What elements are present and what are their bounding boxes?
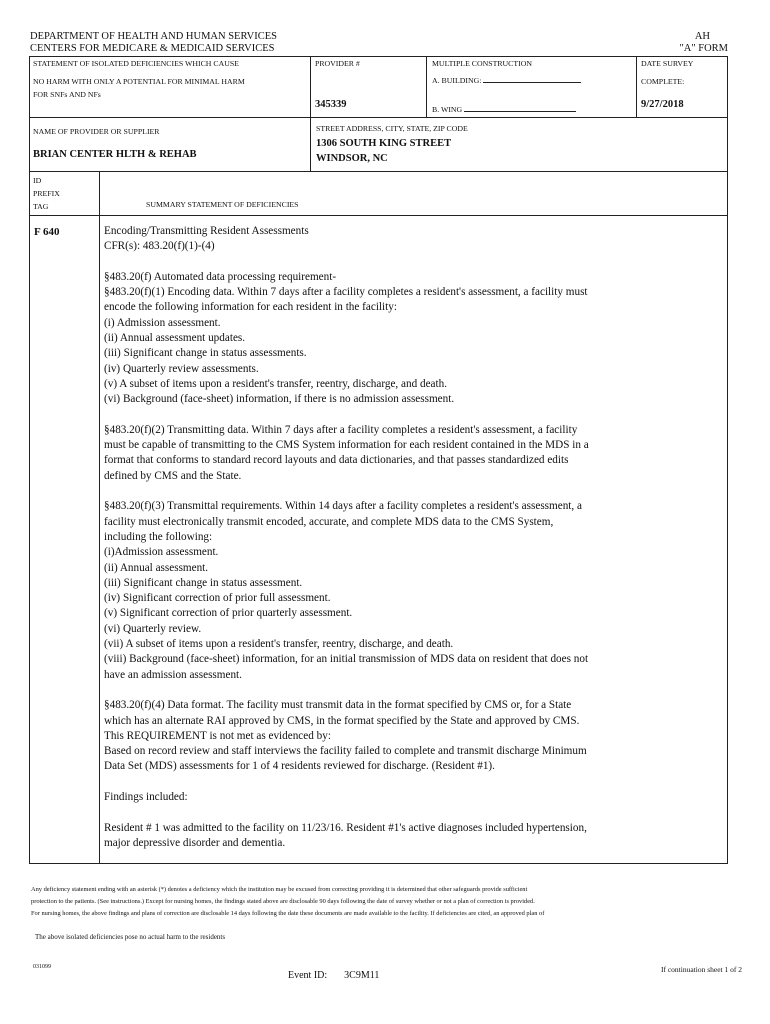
deficiency-line: (ii) Annual assessment updates. [104, 332, 246, 345]
deficiency-line: Based on record review and staff interviews the facility failed to complete and transmit discharge Minimum [104, 745, 587, 758]
deficiency-line: encode the following information for each resident in the facility: [104, 301, 397, 314]
box-divider [29, 117, 728, 118]
paragraph-gap [104, 805, 589, 820]
deficiency-line: (vi) Quarterly review. [104, 622, 202, 635]
deficiency-line: (vi) Background (face-sheet) information, if there is no admission assessment. [104, 393, 455, 406]
left-border [29, 56, 30, 864]
deficiency-line: (viii) Background (face-sheet) information, for an initial transmission of MDS data on resident that does not [104, 653, 589, 666]
deficiency-line: (v) A subset of items upon a resident's transfer, reentry, discharge, and death. [104, 377, 447, 390]
deficiency-line: §483.20(f)(3) Transmittal requirements. Within 14 days after a facility completes a resident's assessment, a [104, 500, 582, 513]
multiple-construction-label: MULTIPLE CONSTRUCTION [432, 59, 532, 68]
deficiency-line: This REQUIREMENT is not met as evidenced by: [104, 729, 331, 742]
deficiency-line: including the following: [104, 530, 213, 543]
no-harm-label: NO HARM WITH ONLY A POTENTIAL FOR MINIMAL HARM [33, 77, 245, 86]
tag-label: TAG [33, 202, 49, 211]
paragraph-gap [104, 683, 589, 698]
address-street: 1306 SOUTH KING STREET [316, 138, 452, 149]
wing-label: B. WING [432, 105, 463, 114]
building-field [432, 74, 581, 85]
table-header-divider [29, 215, 728, 216]
deficiency-line: Encoding/Transmitting Resident Assessments [104, 225, 309, 237]
building-blank [483, 74, 581, 83]
date-col-divider [636, 56, 637, 118]
provider-col-divider [310, 56, 311, 172]
deficiency-line: Resident # 1 was admitted to the facility on 11/23/16. Resident #1's active diagnoses included hypertension, [104, 821, 587, 834]
construction-col-divider [426, 56, 427, 118]
deficiency-line: (v) Significant correction of prior quarterly assessment. [104, 607, 353, 620]
disclaimer-line-3: For nursing homes, the above findings and plans of correction are disclosable 14 days following the date these documents are made available to the facility. If deficiencies are cited, an approved plan of [31, 910, 545, 917]
provider-label: PROVIDER # [315, 59, 360, 68]
form-name: "A" FORM [679, 43, 728, 54]
form-code: AH [694, 31, 710, 42]
deficiency-line: §483.20(f)(2) Transmitting data. Within 7 days after a facility completes a resident's assessment, a facility [104, 423, 578, 436]
id-label: ID [33, 176, 42, 185]
provider-number: 345339 [315, 99, 347, 110]
continuation-note: If continuation sheet 1 of 2 [660, 965, 742, 974]
statement-label: STATEMENT OF ISOLATED DEFICIENCIES WHICH CAUSE [33, 59, 239, 68]
department-title: DEPARTMENT OF HEALTH AND HUMAN SERVICES [30, 31, 277, 42]
disclaimer-line-2: protection to the patients. (See instructions.) Except for nursing homes, the findings stated above are disclosable 90 days following the date of survey whether or not a plan of correction is provided. [31, 898, 535, 905]
deficiency-line: format that conforms to standard record layouts and data dictionaries, and that passes standardized edits [104, 454, 569, 467]
deficiency-line: (i)Admission assessment. [104, 546, 219, 559]
deficiency-line: §483.20(f)(4) Data format. The facility must transmit data in the format specified by CMS or, for a State [104, 699, 572, 712]
deficiency-line: Findings included: [104, 790, 188, 803]
deficiency-line: must be capable of transmitting to the CMS System information for each resident contained in the MDS in a [104, 439, 589, 452]
deficiency-text [104, 224, 589, 851]
table-bottom-border [29, 863, 728, 864]
address-city: WINDSOR, NC [316, 153, 388, 164]
deficiency-line: (iii) Significant change in status assessment. [104, 576, 303, 589]
deficiency-line: (vii) A subset of items upon a resident's transfer, reentry, discharge, and death. [104, 638, 454, 651]
deficiency-tag: F 640 [34, 226, 60, 238]
deficiency-line: (iii) Significant change in status assessments. [104, 347, 307, 360]
deficiency-line: §483.20(f) Automated data processing requirement- [104, 270, 337, 283]
disclaimer-line-1: Any deficiency statement ending with an asterisk (*) denotes a deficiency which the institution may be excused from correcting providing it is determined that other safeguards provide sufficient [31, 886, 528, 893]
event-id-label: Event ID: [288, 970, 328, 981]
agency-title: CENTERS FOR MEDICARE & MEDICAID SERVICES [30, 43, 275, 54]
building-label: A. BUILDING: [432, 76, 482, 85]
deficiency-line: (iv) Quarterly review assessments. [104, 362, 259, 375]
deficiency-line: facility must electronically transmit encoded, accurate, and complete MDS data to the CMS System, [104, 515, 554, 528]
deficiency-line: Data Set (MDS) assessments for 1 of 4 residents reviewed for discharge. (Resident #1). [104, 760, 495, 773]
paragraph-gap [104, 408, 589, 423]
summary-label: SUMMARY STATEMENT OF DEFICIENCIES [146, 200, 299, 209]
deficiency-line: (ii) Annual assessment. [104, 561, 209, 574]
paragraph-gap [104, 255, 589, 270]
deficiency-line: §483.20(f)(1) Encoding data. Within 7 days after a facility completes a resident's assessment, a facility must [104, 286, 588, 299]
date-survey-label: DATE SURVEY [641, 59, 694, 68]
prefix-label: PREFIX [33, 189, 60, 198]
wing-blank [464, 103, 576, 112]
address-label: STREET ADDRESS, CITY, STATE, ZIP CODE [316, 124, 468, 133]
deficiency-line: major depressive disorder and dementia. [104, 836, 286, 849]
wing-field [432, 103, 576, 114]
complete-label: COMPLETE: [641, 77, 685, 86]
deficiency-line: which has an alternate RAI approved by CMS, in the format specified by the State and approved by CMS. [104, 714, 580, 727]
deficiency-line: have an admission assessment. [104, 668, 242, 681]
paragraph-gap [104, 484, 589, 499]
deficiency-line: (i) Admission assessment. [104, 316, 221, 329]
form-number: 031099 [33, 964, 51, 970]
snf-label: FOR SNFs AND NFs [33, 90, 101, 99]
deficiency-line: CFR(s): 483.20(f)(1)-(4) [104, 240, 215, 253]
provider-name: BRIAN CENTER HLTH & REHAB [33, 149, 197, 160]
event-id [288, 970, 379, 981]
deficiency-line: defined by CMS and the State. [104, 469, 242, 482]
tag-col-divider [99, 171, 100, 864]
right-border [727, 56, 728, 864]
survey-date: 9/27/2018 [641, 99, 684, 110]
provider-name-label: NAME OF PROVIDER OR SUPPLIER [33, 127, 160, 136]
no-harm-note: The above isolated deficiencies pose no actual harm to the residents [35, 933, 226, 941]
event-id-value: 3C9M11 [344, 970, 380, 981]
box-top-border [29, 56, 728, 57]
table-top-border [29, 171, 728, 172]
deficiency-line: (iv) Significant correction of prior full assessment. [104, 592, 331, 605]
paragraph-gap [104, 775, 589, 790]
